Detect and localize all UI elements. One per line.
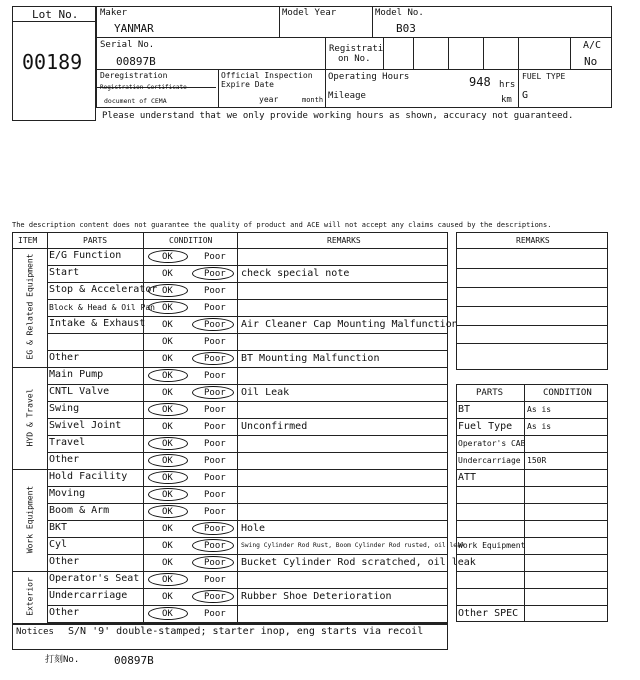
ok-option: OK [162,320,173,330]
spec-part-label: Other SPEC [458,608,519,619]
ac-value: No [584,55,598,68]
poor-option: Poor [204,439,226,449]
ok-option: OK [162,541,173,551]
lot-no-label: Lot No. [32,8,79,21]
right-remarks-box [456,232,608,370]
poor-option: Poor [204,303,226,313]
remark-text: Hole [241,523,266,534]
remark-text: Unconfirmed [241,421,308,432]
part-label: Intake & Exhaust [49,318,146,329]
ac-label: A/C [583,40,602,51]
inspection-label-2: Expire Date [221,80,274,89]
part-label: Other [49,454,80,465]
poor-option: Poor [204,507,226,517]
poor-option: Poor [204,388,226,398]
poor-option: Poor [204,286,226,296]
spec-part-label: Fuel Type [458,421,513,432]
notices-label: Notices [16,627,54,637]
header-parts: PARTS [83,236,108,245]
spec-condition-value: As is [527,422,552,431]
ok-selected-circle [148,437,188,450]
part-label: Operator's Seat [49,573,140,584]
remark-text: Bucket Cylinder Rod scratched, oil leak [241,557,476,568]
part-label: Other [49,556,80,567]
poor-selected-circle [192,267,234,280]
ok-option: OK [162,490,173,500]
model-no-value: B03 [396,22,416,35]
registration-label-2: on No. [338,54,371,64]
right-condition-header: CONDITION [543,388,592,398]
ok-selected-circle [148,369,188,382]
ok-selected-circle [148,250,188,263]
poor-option: Poor [204,320,226,330]
spec-part-label: ATT [458,472,477,483]
spec-part-label: Operator's CAB [458,439,526,448]
ok-option: OK [162,439,173,449]
part-label: Other [49,607,80,618]
part-label: Other [49,352,80,363]
year-label: year [259,95,279,104]
spec-condition-value: As is [527,405,552,414]
poor-option: Poor [204,337,226,347]
operating-hours-label: Operating Hours [328,72,410,82]
spec-part-label: Undercarriage [458,456,521,465]
part-label: Hold Facility [49,471,128,482]
poor-option: Poor [204,524,226,534]
mileage-label: Mileage [328,91,366,101]
km-label: km [501,95,512,105]
registration-certificate-label: Registration Certificate [100,84,187,91]
remark-text: Oil Leak [241,387,290,398]
month-label: month [302,96,324,104]
ok-option: OK [162,286,173,296]
hrs-label: hrs [499,80,516,90]
serial-value: 00897B [116,55,156,68]
remark-text: BT Mounting Malfunction [241,353,380,364]
ok-selected-circle [148,284,188,297]
ok-option: OK [162,388,173,398]
remark-text: Air Cleaner Cap Mounting Malfunction [241,319,458,330]
part-label: Travel [49,437,86,448]
spec-part-label: BT [458,404,471,415]
poor-option: Poor [204,592,226,602]
serial-label: Serial No. [100,40,155,50]
part-label: E/G Function [49,250,122,261]
ok-selected-circle [148,471,188,484]
ok-selected-circle [148,403,188,416]
poor-option: Poor [204,541,226,551]
hours-accuracy-note: Please understand that we only provide working hours as shown, accuracy not guaranteed. [102,111,574,121]
poor-option: Poor [204,575,226,585]
poor-option: Poor [204,371,226,381]
ok-option: OK [162,592,173,602]
model-no-label: Model No. [375,8,424,18]
poor-selected-circle [192,539,234,552]
ok-selected-circle [148,454,188,467]
notices-text: S/N '9' double-stamped; starter inop, eng starts via recoil [68,626,424,637]
ok-option: OK [162,524,173,534]
part-label: Swing [49,403,80,414]
poor-option: Poor [204,490,226,500]
model-year-label: Model Year [282,8,337,18]
ok-selected-circle [148,505,188,518]
disclaimer: The description content does not guarantee the quality of product and ACE will not accept any claims caused by the descriptions. [12,221,552,229]
group-label-work: Work Equipment [25,485,35,554]
fuel-type-label: FUEL TYPE [522,72,566,81]
ok-option: OK [162,371,173,381]
part-label: Cyl [49,539,68,550]
registration-label: Registrati [329,44,384,54]
ok-option: OK [162,609,173,619]
ok-option: OK [162,558,173,568]
ok-option: OK [162,354,173,364]
ok-option: OK [162,507,173,517]
cema-document-label: document of CEMA [104,97,167,105]
lot-number: 00189 [22,50,83,74]
maker-label: Maker [100,8,128,18]
maker-value: YANMAR [114,22,154,35]
group-label-eg: EG & Related Equipment [25,253,35,360]
part-label: BKT [49,522,68,533]
poor-option: Poor [204,422,226,432]
part-label: Start [49,267,80,278]
poor-option: Poor [204,354,226,364]
part-label: Moving [49,488,86,499]
ok-option: OK [162,473,173,483]
poor-option: Poor [204,473,226,483]
header-condition: CONDITION [169,236,213,245]
poor-option: Poor [204,269,226,279]
poor-option: Poor [204,252,226,262]
poor-option: Poor [204,609,226,619]
ok-option: OK [162,269,173,279]
group-label-hyd: HYD & Travel [25,388,35,447]
poor-option: Poor [204,405,226,415]
ok-selected-circle [148,607,188,620]
ok-option: OK [162,422,173,432]
fuel-type-value: G [522,90,529,101]
part-label: CNTL Valve [49,386,110,397]
operating-hours-value: 948 [469,75,491,89]
stamp-number: 00897B [114,654,154,667]
ok-selected-circle [148,301,188,314]
poor-selected-circle [192,590,234,603]
part-label: Stop & Accelerator [49,284,158,295]
ok-selected-circle [148,573,188,586]
right-parts-header: PARTS [476,388,504,398]
poor-selected-circle [192,522,234,535]
inspection-label: Official Inspection [221,71,313,80]
stamp-label: 打刻No. [45,655,80,665]
part-label: Boom & Arm [49,505,110,516]
deregistration-label: Deregistration [100,71,168,80]
remark-text: check special note [241,268,350,279]
poor-option: Poor [204,558,226,568]
poor-selected-circle [192,352,234,365]
poor-option: Poor [204,456,226,466]
group-label-exterior: Exterior [25,577,35,616]
header-remarks: REMARKS [327,236,361,245]
header-item: ITEM [18,236,38,245]
part-label: Block & Head & Oil Pan [49,303,155,312]
remark-text: Rubber Shoe Deterioration [241,591,392,602]
poor-selected-circle [192,318,234,331]
ok-option: OK [162,303,173,313]
poor-selected-circle [192,386,234,399]
ok-option: OK [162,575,173,585]
spec-part-label: Work Equipment [458,541,526,550]
ok-option: OK [162,456,173,466]
ok-option: OK [162,252,173,262]
part-label: Swivel Joint [49,420,122,431]
part-label: Undercarriage [49,590,128,601]
right-remarks-header: REMARKS [516,236,550,245]
spec-condition-value: 150R [527,456,547,465]
ok-option: OK [162,337,173,347]
remark-text: Swing Cylinder Rod Rust, Boom Cylinder Rod rusted, oil leak [241,542,465,549]
ok-selected-circle [148,488,188,501]
poor-selected-circle [192,556,234,569]
part-label: Main Pump [49,369,104,380]
ok-option: OK [162,405,173,415]
